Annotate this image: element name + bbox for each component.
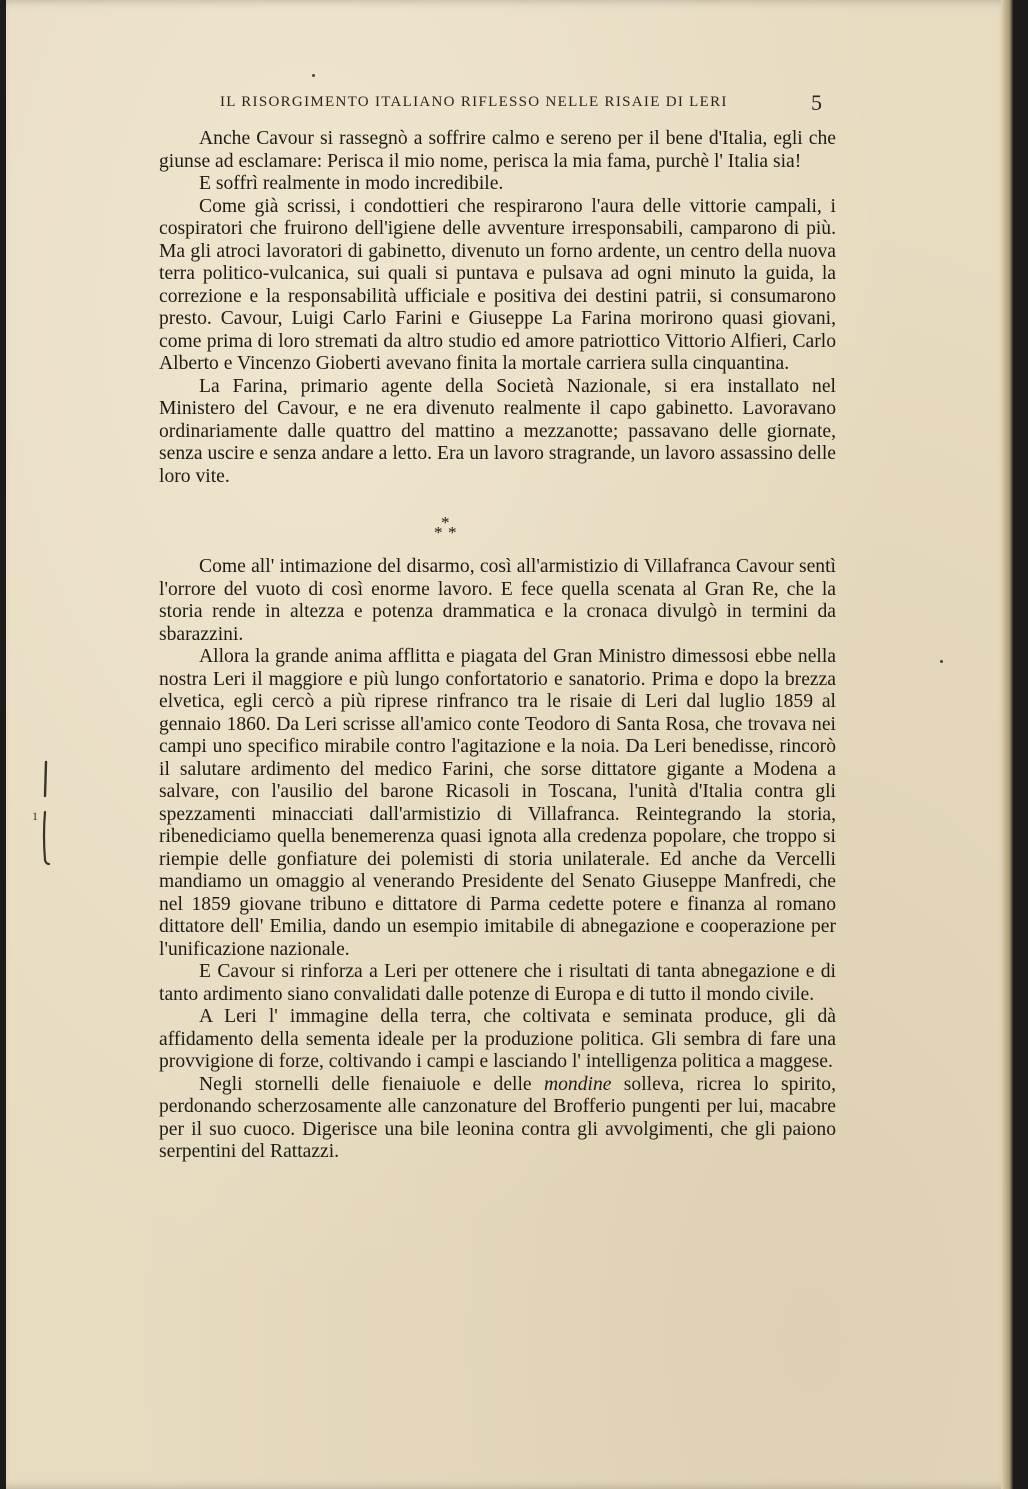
text-run: Negli stornelli delle fienaiuole e delle [199, 1073, 544, 1095]
section-asterism [159, 494, 836, 556]
paragraph: Come all' intimazione del disarmo, così all'armistizio di Villafranca Cavour sentì l'orrore del vuoto di così enorme lavoro. E fece quella scenata al Gran Re, che la storia rende in altezza e potenza drammatica e la cronaca divulgò in termini da sbarazzini. [159, 556, 836, 645]
stray-dot [312, 74, 315, 77]
paragraph: E soffrì realmente in modo incredibile. [199, 173, 504, 194]
margin-marks-drawing [28, 760, 58, 870]
margin-digit: 1 [32, 809, 38, 823]
text-run: solleva, ricrea lo spirito, perdonando scherzosamente alle canzonature del Brofferio pungenti per lui, macabre per il suo cuoco. Digerisce una bile leonina contra gli avvolgimenti, che gli paiono serpentini del Rattazzi. [159, 1073, 836, 1162]
running-title: IL RISORGIMENTO ITALIANO RIFLESSO NELLE RISAIE DI LERI [220, 94, 728, 110]
asterism-star: * [448, 523, 457, 542]
italic-term: mondine [543, 1073, 612, 1095]
body-text [159, 128, 836, 1164]
margin-pencil-marks [28, 760, 58, 870]
asterism-star: * [434, 523, 443, 542]
paragraph: A Leri l' immagine della terra, che coltivata e seminata produce, gli dà affidamento della sementa ideale per la produzione politica. Gli sembra di fare una provvigione di forze, coltivando i campi e lasciando l' intelligenza politica a maggese. [159, 1006, 836, 1072]
paragraph: Come già scrissi, i condottieri che respirarono l'aura delle vittorie campali, i cospiratori che fruirono dell'igiene delle avventure irresponsabili, camparono di più. Ma gli atroci lavoratori di gabinetto, divenuto un forno ardente, un centro della nuova terra politico-vulcanica, sui quali si puntava e pulsava ad ogni minuto la guida, la correzione e la responsabilità ufficiale e positiva dei destini patrii, si consumarono presto. Cavour, Luigi Carlo Farini e Giuseppe La Farina morirono quasi giovani, come prima di loro stremati da altro studio ed amore patriottico Vittorio Alfieri, Carlo Alberto e Vincenzo Gioberti avevano finita la mortale carriera sulla cinquantina. [159, 195, 836, 374]
paragraph: E Cavour si rinforza a Leri per ottenere che i risultati di tanta abnegazione e di tanto ardimento siano convalidati dalle potenze di Europa e di tutto il mondo civile. [159, 961, 836, 1005]
paragraph: La Farina, primario agente della Società Nazionale, si era installato nel Ministero del Cavour, e ne era divenuto realmente il capo gabinetto. Lavoravano ordinariamente dalle quattro del mattino a mezzanotte; passavano delle giornate, senza uscire e senza andare a letto. Era un lavoro stragrande, un lavoro assassino delle loro vite. [159, 375, 836, 487]
paragraph: Allora la grande anima afflitta e piagata del Gran Ministro dimessosi ebbe nella nostra Leri il maggiore e più lungo confortatorio e sanatorio. Prima e dopo la brezza elvetica, egli cercò a più riprese rinfranco tra le risaie di Leri dal luglio 1859 al gennaio 1860. Da Leri scrisse all'amico conte Teodoro di Santa Rosa, che trovava nei campi uno specifico mirabile contro l'agitazione e la noia. Da Leri benedisse, rincorò il salutare ardimento del medico Farini, che sorse dittatore gigante a Modena a salvare, con l'ausilio del barone Ricasoli in Toscana, l'unità d'Italia contra gli spezzamenti minacciati dall'armistizio di Villafranca. Reintegrando la storia, ribenediciamo quella benemerenza quasi ignota alla credenza popolare, che troppo si riempie delle gonfiature dei polemisti di storia unilaterale. Ed anche da Vercelli mandiamo un omaggio al venerando Presidente del Senato Giuseppe Manfredi, che nel 1859 giovane tribuno e dittatore di Parma cedette potere e finanza al romano dittatore dell' Emilia, dando un esempio imitabile di abnegazione e cooperazione per l'unificazione nazionale. [159, 646, 836, 960]
page-number: 5 [811, 90, 822, 115]
stray-dot [940, 660, 943, 663]
paragraph-last [159, 1074, 836, 1164]
page-edge-shadow [1001, 0, 1013, 1489]
paragraph: Anche Cavour si rassegnò a soffrire calmo e sereno per il bene d'Italia, egli che giunse ad esclamare: Perisca il mio nome, perisca la mia fama, purchè l' Italia sia! [159, 128, 836, 172]
asterism-star: * [441, 513, 450, 532]
running-header [220, 92, 822, 118]
